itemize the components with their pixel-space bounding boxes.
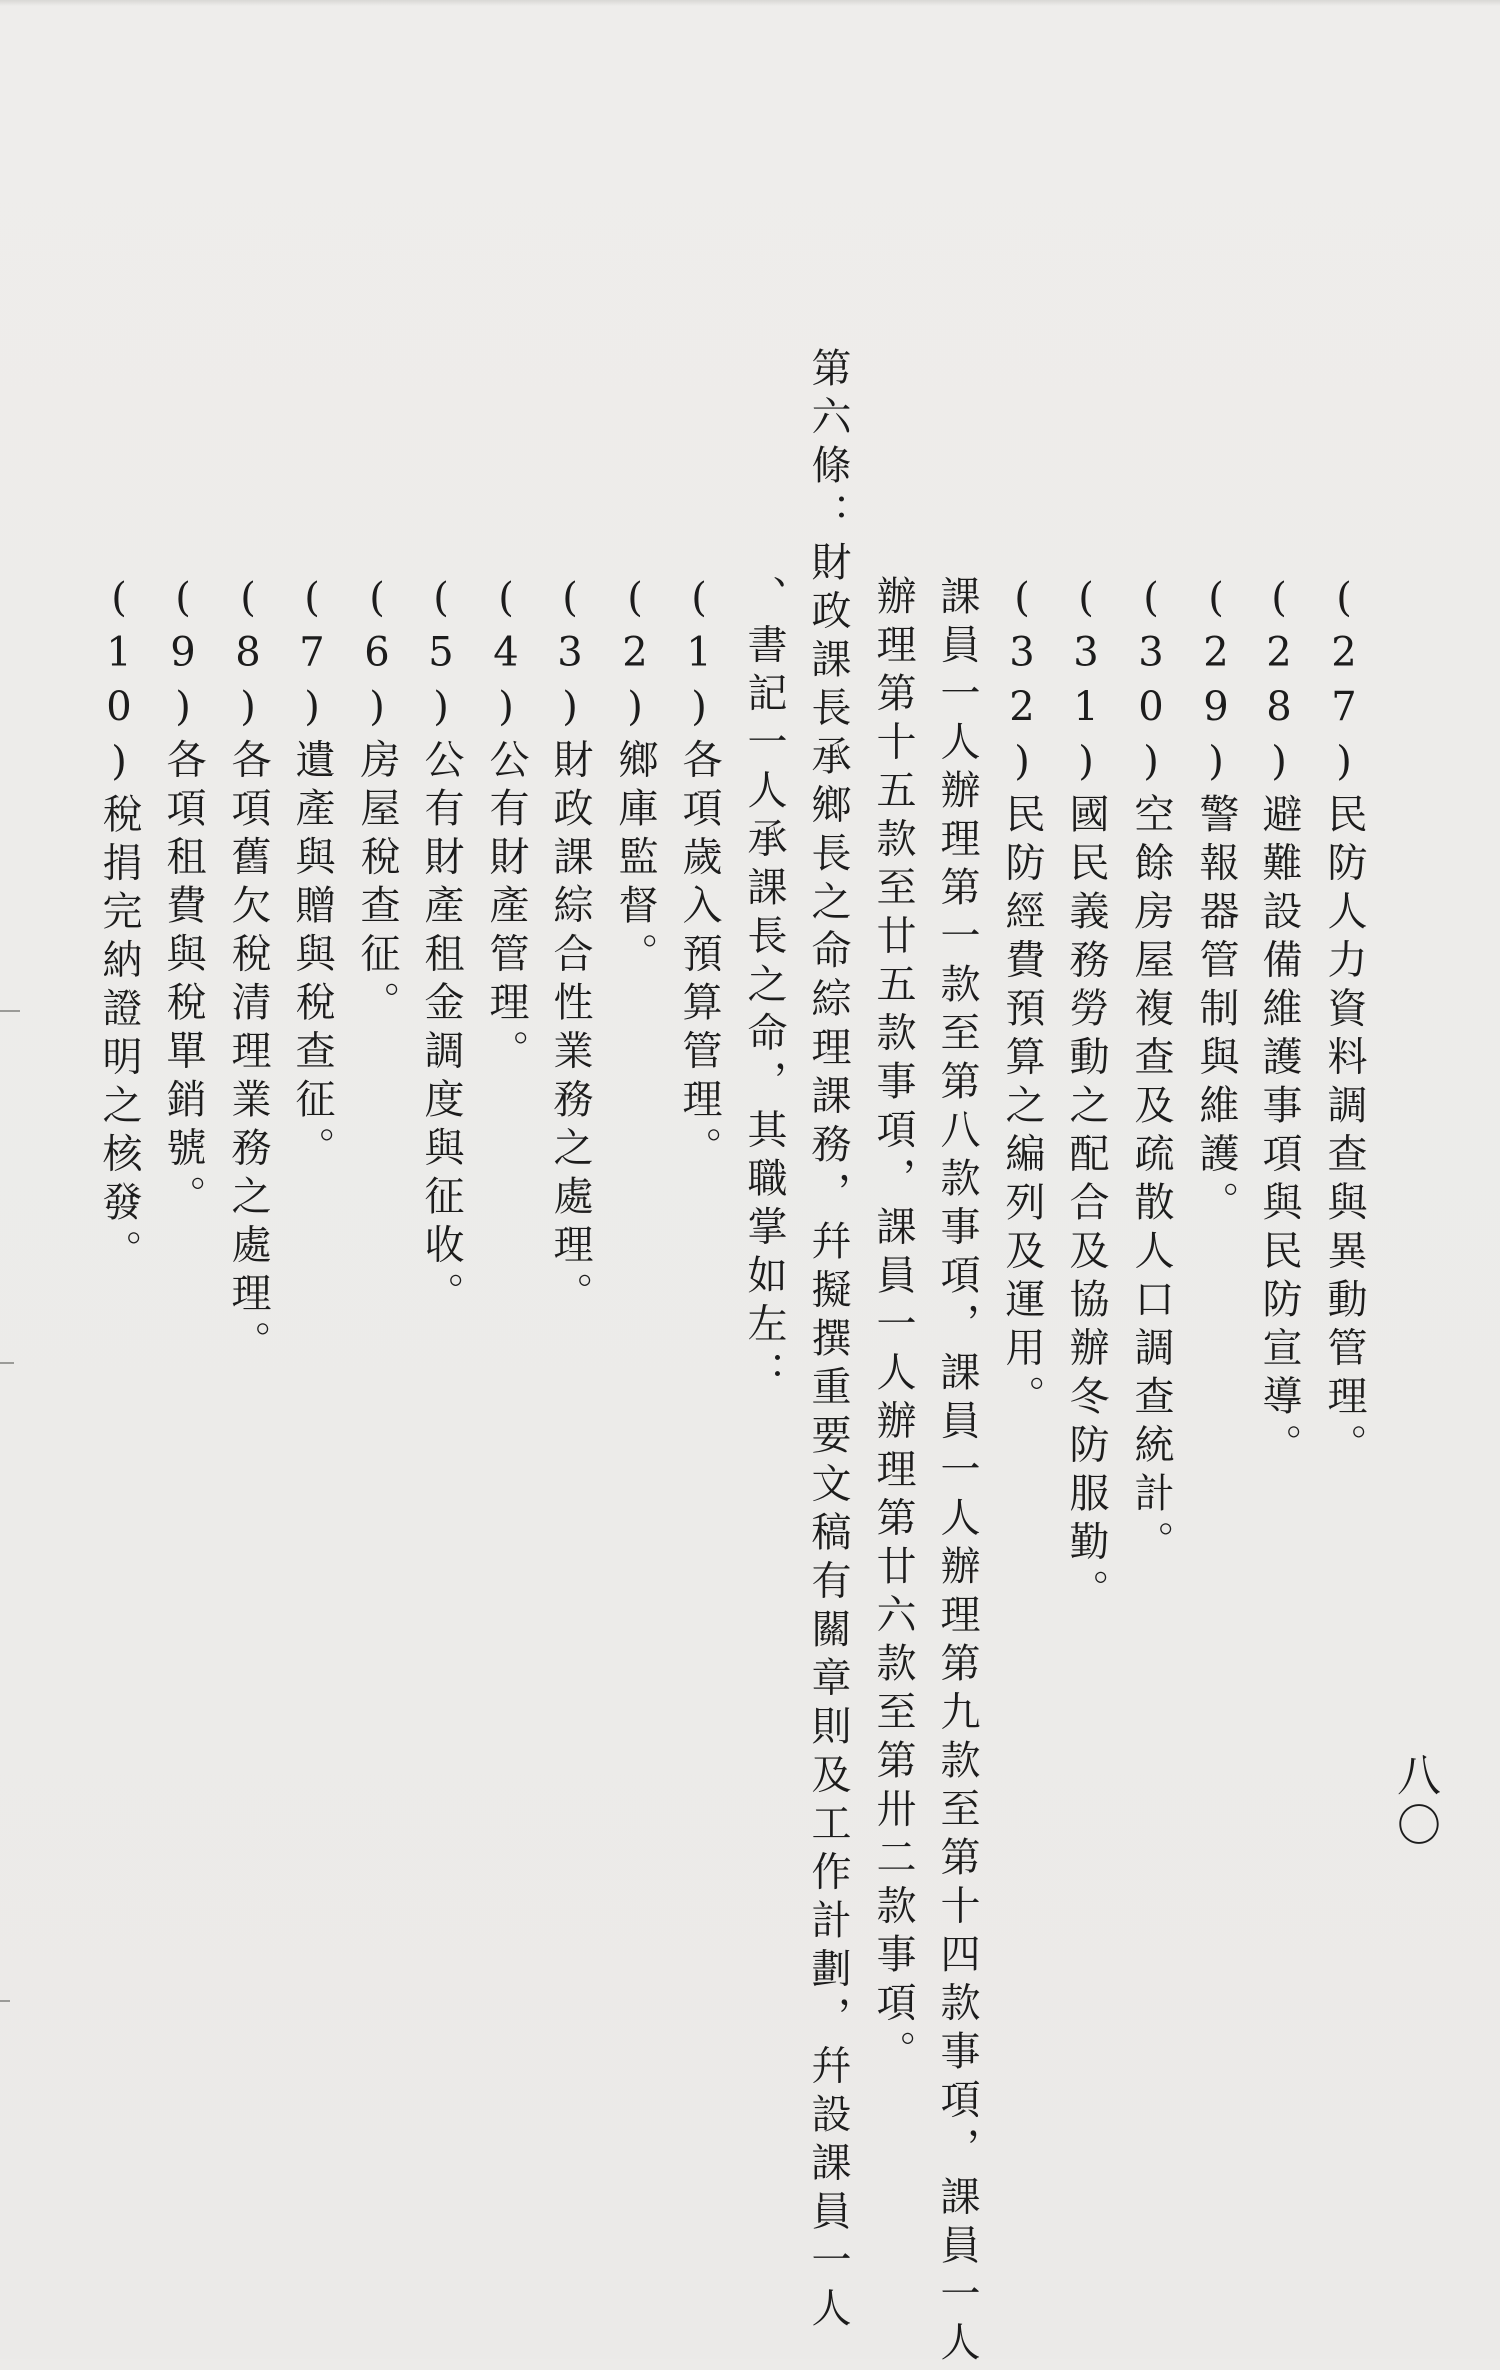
text-column: (30)空餘房屋複查及疏散人口調查統計。 <box>1128 575 1174 1569</box>
text-column: (27)民防人力資料調查與異動管理。 <box>1321 575 1367 1472</box>
text-column: (1)各項歲入預算管理。 <box>676 575 722 1175</box>
text-column: 、書記一人承課長之命，其職掌如左： <box>741 575 787 1400</box>
page-top-edge <box>0 0 1500 6</box>
margin-mark <box>0 1362 14 1364</box>
text-column: (5)公有財產租金調度與征收。 <box>418 575 464 1321</box>
text-column: (29)警報器管制與維護。 <box>1193 575 1239 1230</box>
text-column: (3)財政課綜合性業務之處理。 <box>547 575 593 1321</box>
margin-mark <box>0 1010 20 1012</box>
text-column: (9)各項租費與稅單銷號。 <box>160 575 206 1224</box>
text-column: (10)稅捐完納證明之核發。 <box>96 575 142 1278</box>
article-heading-column: 第六條：財政課長承鄉長之命綜理課務，幷擬撰重要文稿有關章則及工作計劃，幷設課員一人 <box>805 347 851 2336</box>
text-column: (2)鄉庫監督。 <box>612 575 658 981</box>
text-column: 課員一人辦理第一款至第八款事項，課員一人辦理第九款至第十四款事項，課員一人 <box>934 575 980 2370</box>
page-number: 八〇 <box>1389 1752 1440 1852</box>
text-column: (28)避難設備維護事項與民防宣導。 <box>1256 575 1302 1472</box>
text-column: (7)遺產與贈與稅查征。 <box>289 575 335 1175</box>
text-column: (6)房屋稅查征。 <box>354 575 400 1030</box>
margin-mark <box>0 2000 10 2002</box>
text-column: (32)民防經費預算之編列及運用。 <box>999 575 1045 1424</box>
text-column: 辦理第十五款至廿五款事項，課員一人辦理第廿六款至第卅二款事項。 <box>870 575 916 2079</box>
text-column: (4)公有財產管理。 <box>483 575 529 1078</box>
text-column: (31)國民義務勞動之配合及協辦冬防服勤。 <box>1063 575 1109 1618</box>
text-column: (8)各項舊欠稅清理業務之處理。 <box>225 575 271 1369</box>
